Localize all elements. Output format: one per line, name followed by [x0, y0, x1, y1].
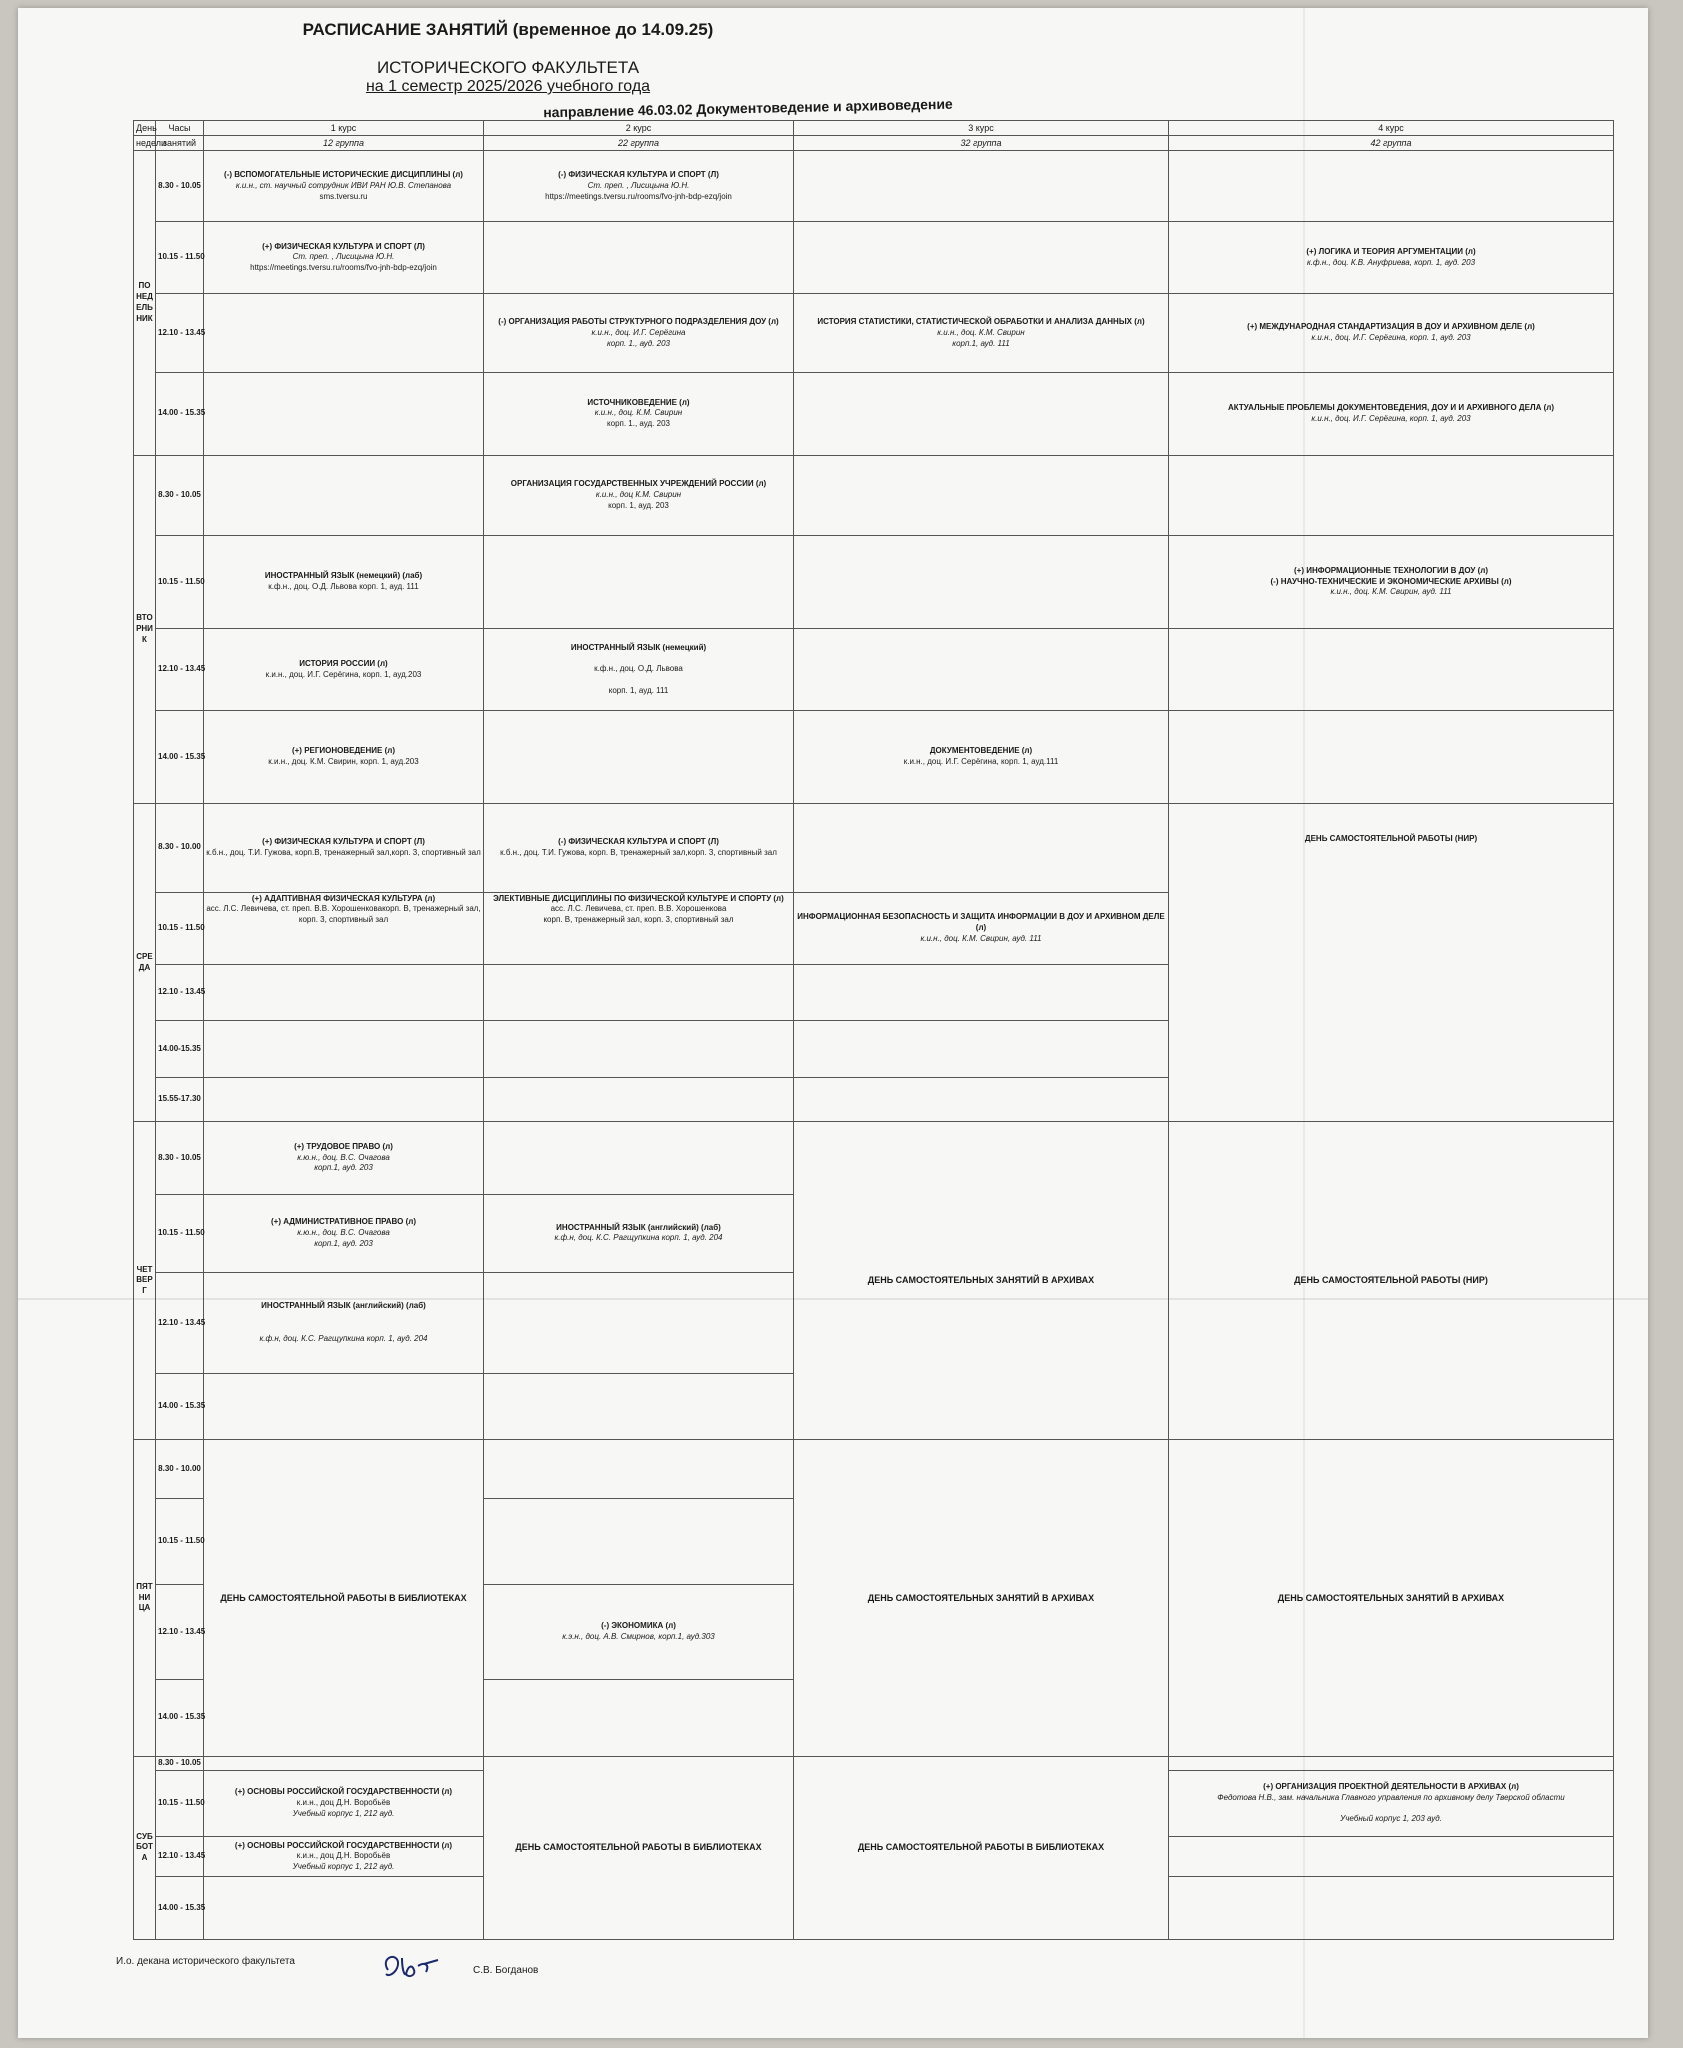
time-slot: 14.00 - 15.35 — [156, 1373, 204, 1439]
time-slot: 14.00 - 15.35 — [156, 1877, 204, 1940]
lesson-cell: ИНОСТРАННЫЙ ЯЗЫК (английский) (лаб) к.ф.н, доц. К.С. Рагщупкина корп. 1, ауд. 204 — [484, 1194, 794, 1273]
lesson-cell: (+) РЕГИОНОВЕДЕНИЕ (л) к.и.н., доц. К.М. Свирин, корп. 1, ауд.203 — [204, 711, 484, 804]
empty-cell — [1169, 711, 1614, 804]
time-slot: 8.30 - 10.00 — [156, 1440, 204, 1498]
day-tuesday: ВТОРНИК — [134, 455, 156, 803]
lesson-cell: ИНОСТРАННЫЙ ЯЗЫК (немецкий) к.ф.н., доц. О.Д. Львова корп. 1, ауд. 111 — [484, 628, 794, 711]
empty-cell — [204, 1373, 484, 1439]
head-week: недели — [134, 136, 156, 151]
empty-cell — [484, 1373, 794, 1439]
time-slot: 12.10 - 13.45 — [156, 1585, 204, 1680]
timetable — [133, 120, 1614, 1940]
time-slot: 10.15 - 11.50 — [156, 221, 204, 294]
empty-cell — [794, 373, 1169, 456]
head-day: День — [134, 121, 156, 136]
schedule-title: РАСПИСАНИЕ ЗАНЯТИЙ (временное до 14.09.25) — [302, 20, 714, 39]
lesson-cell: АКТУАЛЬНЫЕ ПРОБЛЕМЫ ДОКУМЕНТОВЕДЕНИЯ, ДОУ И И АРХИВНОГО ДЕЛА (л) к.и.н., доц. И.Г. Серёгина, корп. 1, ауд. 203 — [1169, 373, 1614, 456]
empty-cell — [484, 1680, 794, 1757]
day-monday: ПОНЕДЕЛЬНИК — [134, 151, 156, 455]
group-32: 32 группа — [794, 136, 1169, 151]
empty-cell — [484, 1498, 794, 1585]
day-wednesday: СРЕДА — [134, 803, 156, 1121]
time-slot: 10.15 - 11.50 — [156, 1498, 204, 1585]
direction-title: направление 46.03.02 Документоведение и архивоведение — [543, 95, 953, 121]
lesson-cell: (-) ФИЗИЧЕСКАЯ КУЛЬТУРА И СПОРТ (Л) Ст. преп. , Лисицына Ю.Н. https://meetings.tversu.ru/rooms/fvo-jnh-bdp-ezq/join — [484, 151, 794, 221]
lesson-cell: ДЕНЬ САМОСТОЯТЕЛЬНЫХ ЗАНЯТИЙ В АРХИВАХ — [794, 1122, 1169, 1440]
empty-cell — [204, 1756, 484, 1770]
time-slot: 12.10 - 13.45 — [156, 1273, 204, 1374]
time-slot: 12.10 - 13.45 — [156, 294, 204, 373]
empty-cell — [204, 1077, 484, 1121]
head-hours: Часы — [156, 121, 204, 136]
time-slot: 8.30 - 10.05 — [156, 1756, 204, 1770]
lesson-cell: ИНОСТРАННЫЙ ЯЗЫК (английский) (лаб) к.ф.н, доц. К.С. Рагщупкина корп. 1, ауд. 204 — [204, 1273, 484, 1374]
dean-role: И.о. декана исторического факультета — [116, 1956, 295, 1967]
faculty-title: ИСТОРИЧЕСКОГО ФАКУЛЬТЕТА — [376, 58, 640, 77]
empty-cell — [1169, 1837, 1614, 1877]
empty-cell — [1169, 628, 1614, 711]
time-slot: 8.30 - 10.00 — [156, 803, 204, 892]
lesson-cell: ДЕНЬ САМОСТОЯТЕЛЬНОЙ РАБОТЫ В БИБЛИОТЕКАХ — [484, 1756, 794, 1939]
empty-cell — [484, 711, 794, 804]
time-slot: 10.15 - 11.50 — [156, 892, 204, 965]
lesson-cell: (+) МЕЖДУНАРОДНАЯ СТАНДАРТИЗАЦИЯ В ДОУ И АРХИВНОМ ДЕЛЕ (л) к.и.н., доц. И.Г. Серёгина, корп. 1, ауд. 203 — [1169, 294, 1614, 373]
lesson-cell: (+) АДМИНИСТРАТИВНОЕ ПРАВО (л) к.ю.н., доц. В.С. Очагова корп.1, ауд. 203 — [204, 1194, 484, 1273]
lesson-cell: ОРГАНИЗАЦИЯ ГОСУДАРСТВЕННЫХ УЧРЕЖДЕНИЙ РОССИИ (л) к.и.н., доц К.М. Свирин корп. 1, ауд. 203 — [484, 455, 794, 536]
empty-cell — [484, 1122, 794, 1195]
empty-cell — [1169, 151, 1614, 221]
lesson-cell: ИСТОРИЯ РОССИИ (л) к.и.н., доц. И.Г. Серёгина, корп. 1, ауд.203 — [204, 628, 484, 711]
empty-cell — [484, 1273, 794, 1374]
empty-cell — [204, 455, 484, 536]
empty-cell — [204, 1877, 484, 1940]
empty-cell — [204, 1021, 484, 1077]
time-slot: 12.10 - 13.45 — [156, 965, 204, 1021]
lesson-cell: (-) ФИЗИЧЕСКАЯ КУЛЬТУРА И СПОРТ (Л) к.б.н., доц. Т.И. Гужова, корп. В, тренажерный зал,корп. 3, спортивный зал — [484, 803, 794, 892]
time-slot: 14.00 - 15.35 — [156, 1680, 204, 1757]
dean-name: С.В. Богданов — [473, 1965, 539, 1976]
lesson-cell: ДОКУМЕНТОВЕДЕНИЕ (л) к.и.н., доц. И.Г. Серёгина, корп. 1, ауд.111 — [794, 711, 1169, 804]
lesson-cell: ДЕНЬ САМОСТОЯТЕЛЬНОЙ РАБОТЫ В БИБЛИОТЕКАХ — [204, 1440, 484, 1756]
time-slot: 14.00 - 15.35 — [156, 373, 204, 456]
lesson-cell: (+) АДАПТИВНАЯ ФИЗИЧЕСКАЯ КУЛЬТУРА (л) асс. Л.С. Левичева, ст. преп. В.В. Хорошенковакорп. В, тренажерный зал, корп. 3, спортивный зал — [204, 892, 484, 965]
group-22: 22 группа — [484, 136, 794, 151]
empty-cell — [484, 221, 794, 294]
head-time: занятий — [156, 136, 204, 151]
empty-cell — [794, 221, 1169, 294]
lesson-cell: (+) ИНФОРМАЦИОННЫЕ ТЕХНОЛОГИИ В ДОУ (л) (-) НАУЧНО-ТЕХНИЧЕСКИЕ И ЭКОНОМИЧЕСКИЕ АРХИВЫ (л) к.и.н., доц. К.М. Свирин, ауд. 111 — [1169, 536, 1614, 629]
lesson-cell: (+) ТРУДОВОЕ ПРАВО (л) к.ю.н., доц. В.С. Очагова корп.1, ауд. 203 — [204, 1122, 484, 1195]
time-slot: 8.30 - 10.05 — [156, 151, 204, 221]
empty-cell — [484, 536, 794, 629]
empty-cell — [1169, 1877, 1614, 1940]
time-slot: 10.15 - 11.50 — [156, 1194, 204, 1273]
lesson-cell: (-) ЭКОНОМИКА (л) к.э.н., доц. А.В. Смирнов, корп.1, ауд.303 — [484, 1585, 794, 1680]
lesson-cell: (-) ОРГАНИЗАЦИЯ РАБОТЫ СТРУКТУРНОГО ПОДРАЗДЕЛЕНИЯ ДОУ (л) к.и.н., доц. И.Г. Серёгина корп. 1., ауд. 203 — [484, 294, 794, 373]
time-slot: 10.15 - 11.50 — [156, 536, 204, 629]
empty-cell — [794, 965, 1169, 1021]
empty-cell — [484, 1077, 794, 1121]
empty-cell — [204, 965, 484, 1021]
lesson-cell: ИСТОЧНИКОВЕДЕНИЕ (л) к.и.н., доц. К.М. Свирин корп. 1., ауд. 203 — [484, 373, 794, 456]
empty-cell — [484, 1440, 794, 1498]
course-3: 3 курс — [794, 121, 1169, 136]
time-slot: 12.10 - 13.45 — [156, 628, 204, 711]
course-4: 4 курс — [1169, 121, 1614, 136]
course-2: 2 курс — [484, 121, 794, 136]
lesson-cell: ИСТОРИЯ СТАТИСТИКИ, СТАТИСТИЧЕСКОЙ ОБРАБОТКИ И АНАЛИЗА ДАННЫХ (л) к.и.н., доц. К.М. Свирин корп.1, ауд. 111 — [794, 294, 1169, 373]
empty-cell — [204, 373, 484, 456]
lesson-cell: ДЕНЬ САМОСТОЯТЕЛЬНОЙ РАБОТЫ (НИР) — [1169, 1122, 1614, 1440]
lesson-cell: ДЕНЬ САМОСТОЯТЕЛЬНОЙ РАБОТЫ В БИБЛИОТЕКАХ — [794, 1756, 1169, 1939]
empty-cell — [1169, 455, 1614, 536]
empty-cell — [794, 1077, 1169, 1121]
time-slot: 8.30 - 10.05 — [156, 455, 204, 536]
time-slot: 8.30 - 10.05 — [156, 1122, 204, 1195]
empty-cell — [794, 536, 1169, 629]
lesson-cell: (+) ОРГАНИЗАЦИЯ ПРОЕКТНОЙ ДЕЯТЕЛЬНОСТИ В АРХИВАХ (л) Федотова Н.В., зам. начальника Главного управления по архивному делу Тверской области Учебный корпус 1, 203 ауд. — [1169, 1770, 1614, 1836]
lesson-cell: ИНФОРМАЦИОННАЯ БЕЗОПАСНОСТЬ И ЗАЩИТА ИНФОРМАЦИИ В ДОУ И АРХИВНОМ ДЕЛЕ (л) к.и.н., доц. К.М. Свирин, ауд. 111 — [794, 892, 1169, 965]
empty-cell — [794, 151, 1169, 221]
empty-cell — [794, 628, 1169, 711]
time-slot: 15.55-17.30 — [156, 1077, 204, 1121]
day-saturday: СУББОТА — [134, 1756, 156, 1939]
lesson-cell: (-) ВСПОМОГАТЕЛЬНЫЕ ИСТОРИЧЕСКИЕ ДИСЦИПЛИНЫ (л) к.и.н., ст. научный сотрудник ИВИ РАН Ю.В. Степанова sms.tversu.ru — [204, 151, 484, 221]
course-1: 1 курс — [204, 121, 484, 136]
group-12: 12 группа — [204, 136, 484, 151]
lesson-cell: (+) ФИЗИЧЕСКАЯ КУЛЬТУРА И СПОРТ (Л) к.б.н., доц. Т.И. Гужова, корп.В, тренажерный зал,корп. 3, спортивный зал — [204, 803, 484, 892]
lesson-cell: ЭЛЕКТИВНЫЕ ДИСЦИПЛИНЫ ПО ФИЗИЧЕСКОЙ КУЛЬТУРЕ И СПОРТУ (л) асс. Л.С. Левичева, ст. преп. В.В. Хорошенкова корп. В, тренажерный зал, корп. 3, спортивный зал — [484, 892, 794, 965]
lesson-cell: (+) ЛОГИКА И ТЕОРИЯ АРГУМЕНТАЦИИ (л) к.ф.н., доц. К.В. Ануфриева, корп. 1, ауд. 203 — [1169, 221, 1614, 294]
day-friday: ПЯТНИЦА — [134, 1440, 156, 1756]
time-slot: 14.00 - 15.35 — [156, 711, 204, 804]
group-42: 42 группа — [1169, 136, 1614, 151]
lesson-cell: (+) ОСНОВЫ РОССИЙСКОЙ ГОСУДАРСТВЕННОСТИ (л) к.и.н., доц Д.Н. Воробьёв Учебный корпус 1, 212 ауд. — [204, 1770, 484, 1836]
lesson-cell: ДЕНЬ САМОСТОЯТЕЛЬНЫХ ЗАНЯТИЙ В АРХИВАХ — [794, 1440, 1169, 1756]
empty-cell — [794, 455, 1169, 536]
lesson-cell: ДЕНЬ САМОСТОЯТЕЛЬНОЙ РАБОТЫ (НИР) — [1169, 803, 1614, 1121]
lesson-cell: ДЕНЬ САМОСТОЯТЕЛЬНЫХ ЗАНЯТИЙ В АРХИВАХ — [1169, 1440, 1614, 1756]
empty-cell — [794, 803, 1169, 892]
lesson-cell: ИНОСТРАННЫЙ ЯЗЫК (немецкий) (лаб) к.ф.н., доц. О.Д. Львова корп. 1, ауд. 111 — [204, 536, 484, 629]
time-slot: 10.15 - 11.50 — [156, 1770, 204, 1836]
empty-cell — [484, 965, 794, 1021]
dean-signature — [378, 1948, 448, 1984]
empty-cell — [1169, 1756, 1614, 1770]
time-slot: 14.00-15.35 — [156, 1021, 204, 1077]
day-thursday: ЧЕТВЕРГ — [134, 1122, 156, 1440]
schedule-sheet — [18, 8, 1648, 2038]
lesson-cell: (+) ОСНОВЫ РОССИЙСКОЙ ГОСУДАРСТВЕННОСТИ (л) к.и.н., доц Д.Н. Воробьёв Учебный корпус 1, 212 ауд. — [204, 1837, 484, 1877]
time-slot: 12.10 - 13.45 — [156, 1837, 204, 1877]
empty-cell — [204, 294, 484, 373]
empty-cell — [794, 1021, 1169, 1077]
semester-title: на 1 семестр 2025/2026 учебного года — [365, 78, 651, 95]
lesson-cell: (+) ФИЗИЧЕСКАЯ КУЛЬТУРА И СПОРТ (Л) Ст. преп. , Лисицына Ю.Н. https://meetings.tversu.ru/rooms/fvo-jnh-bdp-ezq/join — [204, 221, 484, 294]
empty-cell — [484, 1021, 794, 1077]
